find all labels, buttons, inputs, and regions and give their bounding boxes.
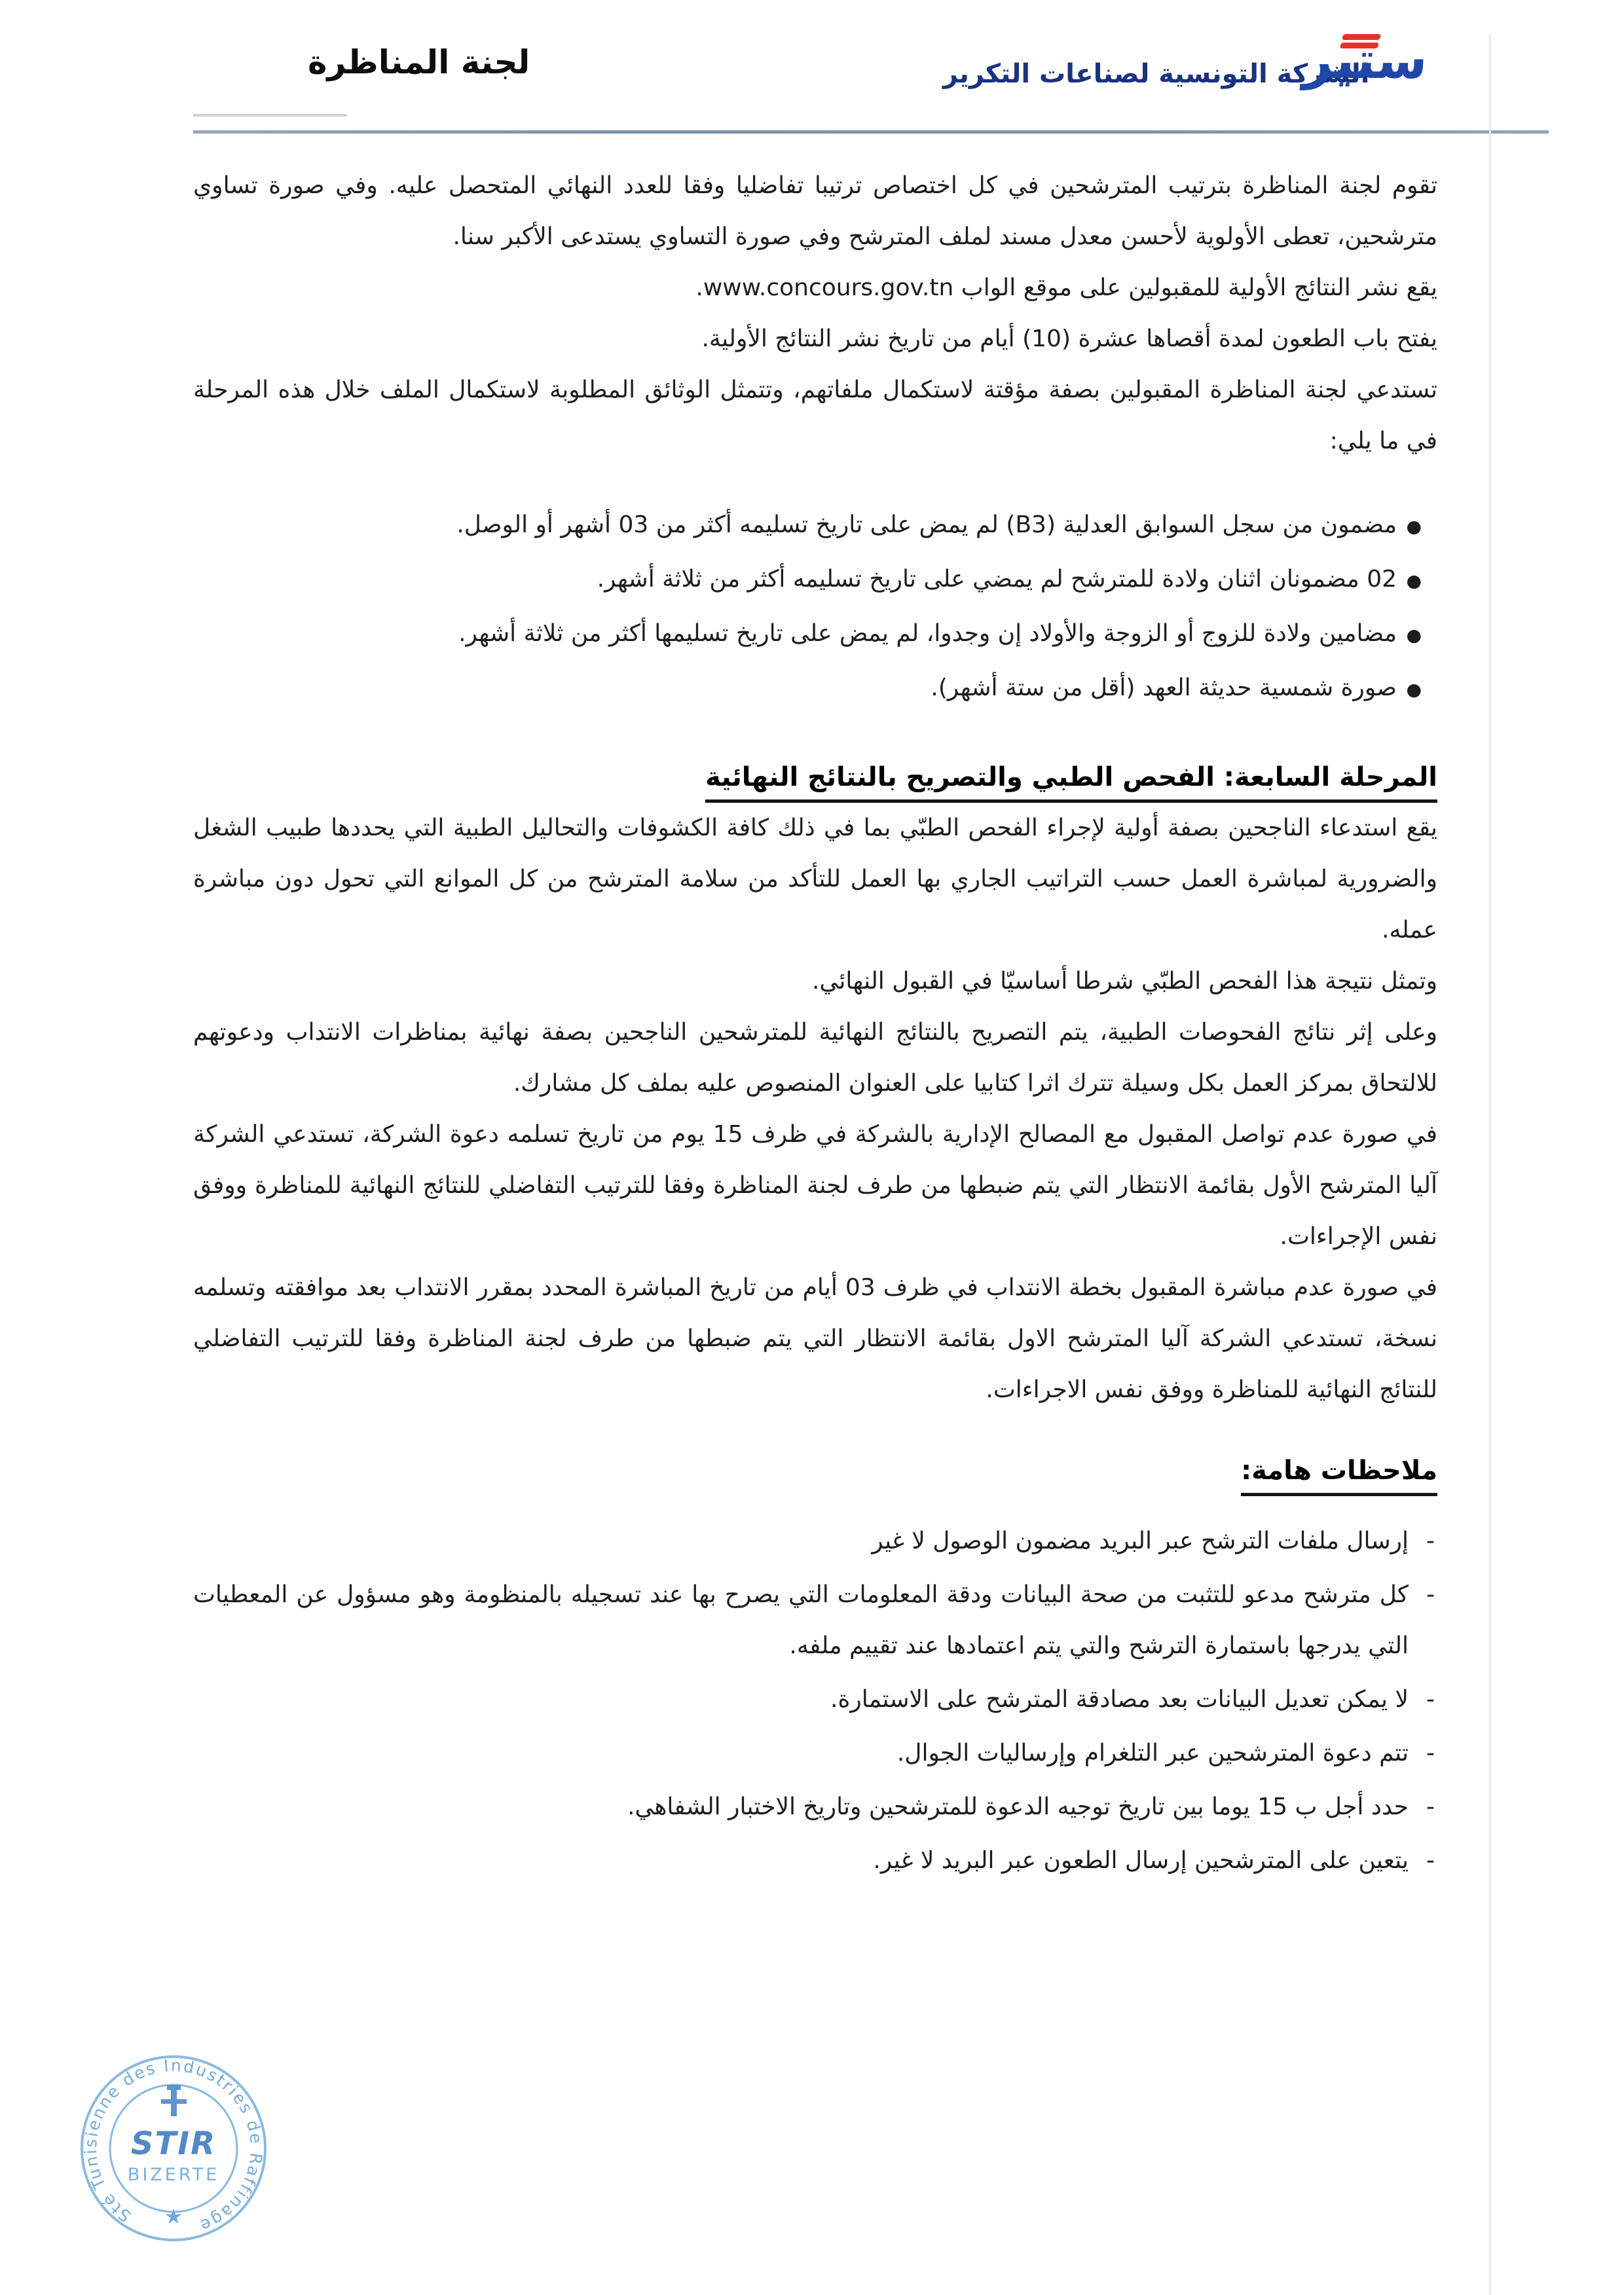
- dash-icon: -: [1426, 1528, 1435, 1554]
- intro-paragraph-appeals: يفتح باب الطعون لمدة أقصاها عشرة (10) أيام من تاريخ نشر النتائج الأولية.: [701, 325, 1437, 352]
- dash-icon: -: [1426, 1740, 1435, 1767]
- header-divider: [193, 130, 1549, 134]
- list-item: [193, 608, 1437, 661]
- dash-icon: -: [1426, 1847, 1435, 1874]
- list-item: [193, 1782, 1437, 1833]
- list-item-text: مضمون من سجل السوابق العدلية (B3) لم يمض على تاريخ تسليمه أكثر من 03 أشهر أو الوصل.: [456, 511, 1397, 538]
- list-item-text: يتعين على المترشحين إرسال الطعون عبر البريد لا غير.: [873, 1847, 1409, 1874]
- stage7-paragraph-final-results: وعلى إثر نتائج الفحوصات الطبية، يتم التصريح بالنتائج النهائية للمترشحين الناجحين بصفة نهائية بمناظرات الانتداب ودعوتهم للالتحاق بمركز العمل بكل وسيلة تترك اثرا كتابيا على العنوان المنصوص عليه بملف كل مشارك.: [193, 1019, 1437, 1097]
- stamp-ring-text: Sté Tunisienne des Industries de Raffinage: [81, 2055, 267, 2236]
- list-item: [193, 500, 1437, 553]
- bullet-icon: ●: [1406, 571, 1422, 591]
- bullet-icon: ●: [1406, 517, 1422, 537]
- list-item-text: 02 مضمونان اثنان ولادة للمترشح لم يمضي على تاريخ تسليمه أكثر من ثلاثة أشهر.: [597, 566, 1397, 593]
- bullet-icon: ●: [1406, 625, 1422, 646]
- notes-heading-text: ملاحظات هامة:: [1241, 1452, 1437, 1496]
- stage7-paragraph-condition: وتمثل نتيجة هذا الفحص الطبّي شرطا أساسيّا في القبول النهائي.: [811, 968, 1437, 995]
- document-body: [193, 160, 1437, 1889]
- company-stamp: [73, 2048, 274, 2249]
- list-item-text: حدد أجل ب 15 يوما بين تاريخ توجيه الدعوة للمترشحين وتاريخ الاختبار الشفاهي.: [627, 1793, 1409, 1820]
- stage7-heading-text: المرحلة السابعة: الفحص الطبي والتصريح بالنتائج النهائية: [705, 759, 1437, 803]
- intro-paragraph-results-url: يقع نشر النتائج الأولية للمقبولين على موقع الواب www.concours.gov.tn.: [695, 274, 1437, 301]
- stamp-derrick-icon: [161, 2085, 187, 2116]
- company-name: الشركة التونسية لصناعات التكرير: [943, 59, 1370, 89]
- dash-icon: -: [1426, 1686, 1435, 1713]
- important-notes-list: [193, 1516, 1437, 1886]
- list-item: [193, 1570, 1437, 1672]
- required-documents-list: [193, 500, 1437, 716]
- scan-artifact-line: [193, 114, 347, 117]
- list-item: [193, 1728, 1437, 1779]
- list-item-text: صورة شمسية حديثة العهد (أقل من ستة أشهر).: [931, 674, 1397, 701]
- list-item-text: مضامين ولادة للزوج أو الزوجة والأولاد إن وجدوا، لم يمض على تاريخ تسليمها أكثر من ثلاثة أشهر.: [458, 620, 1397, 647]
- stamp-logo-text: STIR: [130, 2125, 217, 2162]
- bullet-icon: ●: [1406, 680, 1422, 700]
- list-item-text: لا يمكن تعديل البيانات بعد مصادقة المترشح على الاستمارة.: [830, 1686, 1409, 1713]
- list-item: [193, 554, 1437, 607]
- list-item: [193, 1835, 1437, 1886]
- stamp-star-icon: ★: [164, 2204, 183, 2229]
- scan-edge-line: [1489, 34, 1491, 2295]
- stage7-paragraph-medical-exam: يقع استدعاء الناجحين بصفة أولية لإجراء الفحص الطبّي بما في ذلك كافة الكشوفات والتحاليل الطبية التي يحددها طبيب الشغل والضرورية لمباشرة العمل حسب التراتيب الجاري بها العمل للتأكد من سلامة المترشح من كل الموانع التي تحول دون مباشرة عمله.: [193, 815, 1437, 944]
- list-item-text: كل مترشح مدعو للتثبت من صحة البيانات ودقة المعلومات التي يصرح بها عند تسجيله بالمنظومة وهو مسؤول عن المعطيات التي يدرجها باستمارة الترشح والتي يتم اعتمادها عند تقييم ملفه.: [193, 1581, 1409, 1659]
- list-item: [193, 1674, 1437, 1725]
- committee-title: لجنة المناظرة: [308, 43, 530, 81]
- completion-intro-paragraph: تستدعي لجنة المناظرة المقبولين بصفة مؤقتة لاستكمال ملفاتهم، وتتمثل الوثائق المطلوبة لاستكمال الملف خلال هذه المرحلة في ما يلي:: [193, 376, 1437, 454]
- list-item: [193, 663, 1437, 716]
- stamp-city-text: BIZERTE: [127, 2165, 220, 2185]
- dash-icon: -: [1426, 1793, 1435, 1820]
- logo-wordmark: ستير: [1301, 31, 1430, 90]
- list-item: [193, 1516, 1437, 1567]
- list-item-text: إرسال ملفات الترشح عبر البريد مضمون الوصول لا غير: [872, 1528, 1409, 1554]
- dash-icon: -: [1426, 1581, 1435, 1608]
- stage7-heading: [193, 752, 1437, 803]
- intro-paragraph-ranking: تقوم لجنة المناظرة بترتيب المترشحين في كل اختصاص ترتيبا تفاضليا وفقا للعدد النهائي المتحصل عليه. وفي صورة تساوي مترشحين، تعطى الأولوية لأحسن معدل مسند لملف المترشح وفي صورة التساوي يستدعى الأكبر سنا.: [193, 172, 1437, 250]
- notes-heading: [193, 1445, 1437, 1496]
- stage7-paragraph-no-start: في صورة عدم مباشرة المقبول بخطة الانتداب في ظرف 03 أيام من تاريخ المباشرة المحدد بمقرر الانتداب بعد موافقته وتسلمه نسخة، تستدعي الشركة آليا المترشح الاول بقائمة الانتظار التي يتم ضبطها من طرف لجنة المناظرة وفقا للترتيب التفاضلي للنتائج النهائية للمناظرة ووفق نفس الاجراءات.: [193, 1274, 1437, 1403]
- company-logo: [1301, 30, 1430, 112]
- list-item-text: تتم دعوة المترشحين عبر التلغرام وإرساليات الجوال.: [896, 1740, 1409, 1767]
- stage7-paragraph-no-contact: في صورة عدم تواصل المقبول مع المصالح الإدارية بالشركة في ظرف 15 يوم من تاريخ تسلمه دعوة الشركة، تستدعي الشركة آليا المترشح الأول بقائمة الانتظار التي يتم ضبطها من طرف لجنة المناظرة وفقا للترتيب التفاضلي للنتائج النهائية للمناظرة ووفق نفس الإجراءات.: [193, 1121, 1437, 1250]
